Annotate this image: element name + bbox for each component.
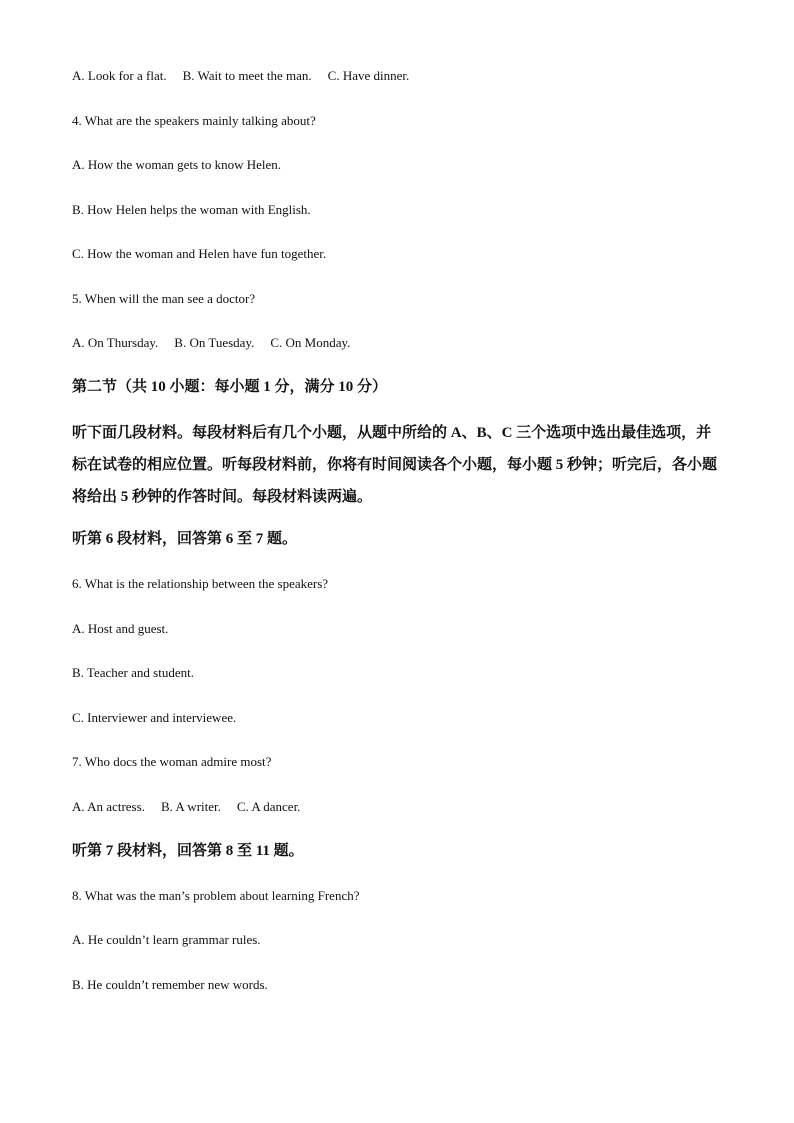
q3-option-a: A. Look for a flat. <box>72 68 167 83</box>
q4-option-b: B. How Helen helps the woman with English. <box>72 202 311 217</box>
q6-option-b: B. Teacher and student. <box>72 665 194 680</box>
q3-option-b: B. Wait to meet the man. <box>182 68 312 83</box>
q6-option-a: A. Host and guest. <box>72 621 169 636</box>
material6-heading: 听第 6 段材料，回答第 6 至 7 题。 <box>72 531 298 547</box>
material7-heading: 听第 7 段材料，回答第 8 至 11 题。 <box>72 843 304 859</box>
section2-instructions: 听下面几段材料。每段材料后有几个小题，从题中所给的 A、B、C 三个选项中选出最佳选项，并标在试卷的相应位置。听每段材料前，你将有时间阅读各个小题，每小题 5 秒钟；听完后，各小题将给出 5 秒钟的作答时间。每段材料读两遍。 <box>72 425 718 505</box>
q7-question: 7. Who docs the woman admire most? <box>72 754 272 769</box>
q5-option-a: A. On Thursday. <box>72 335 159 350</box>
q8-option-a: A. He couldn’t learn grammar rules. <box>72 932 261 947</box>
q7-option-b: B. A writer. <box>160 799 221 814</box>
q6-option-c: C. Interviewer and interviewee. <box>72 710 237 725</box>
q5-option-b: B. On Tuesday. <box>174 335 255 350</box>
q6-question: 6. What is the relationship between the speakers? <box>72 576 329 591</box>
q5-options <box>72 334 350 352</box>
q8-option-b: B. He couldn’t remember new words. <box>72 977 268 992</box>
q4-option-a: A. How the woman gets to know Helen. <box>72 157 282 172</box>
q7-option-c: C. A dancer. <box>236 799 301 814</box>
q7-options <box>72 798 300 816</box>
q5-option-c: C. On Monday. <box>270 335 351 350</box>
q4-question: 4. What are the speakers mainly talking about? <box>72 113 316 128</box>
q3-option-c: C. Have dinner. <box>327 68 410 83</box>
section2-heading: 第二节（共 10 小题：每小题 1 分，满分 10 分） <box>72 379 388 395</box>
q8-question: 8. What was the man’s problem about learning French? <box>72 888 360 903</box>
q5-question: 5. When will the man see a doctor? <box>72 291 256 306</box>
q7-option-a: A. An actress. <box>72 799 145 814</box>
q3-options <box>72 67 409 85</box>
q4-option-c: C. How the woman and Helen have fun together. <box>72 246 327 261</box>
